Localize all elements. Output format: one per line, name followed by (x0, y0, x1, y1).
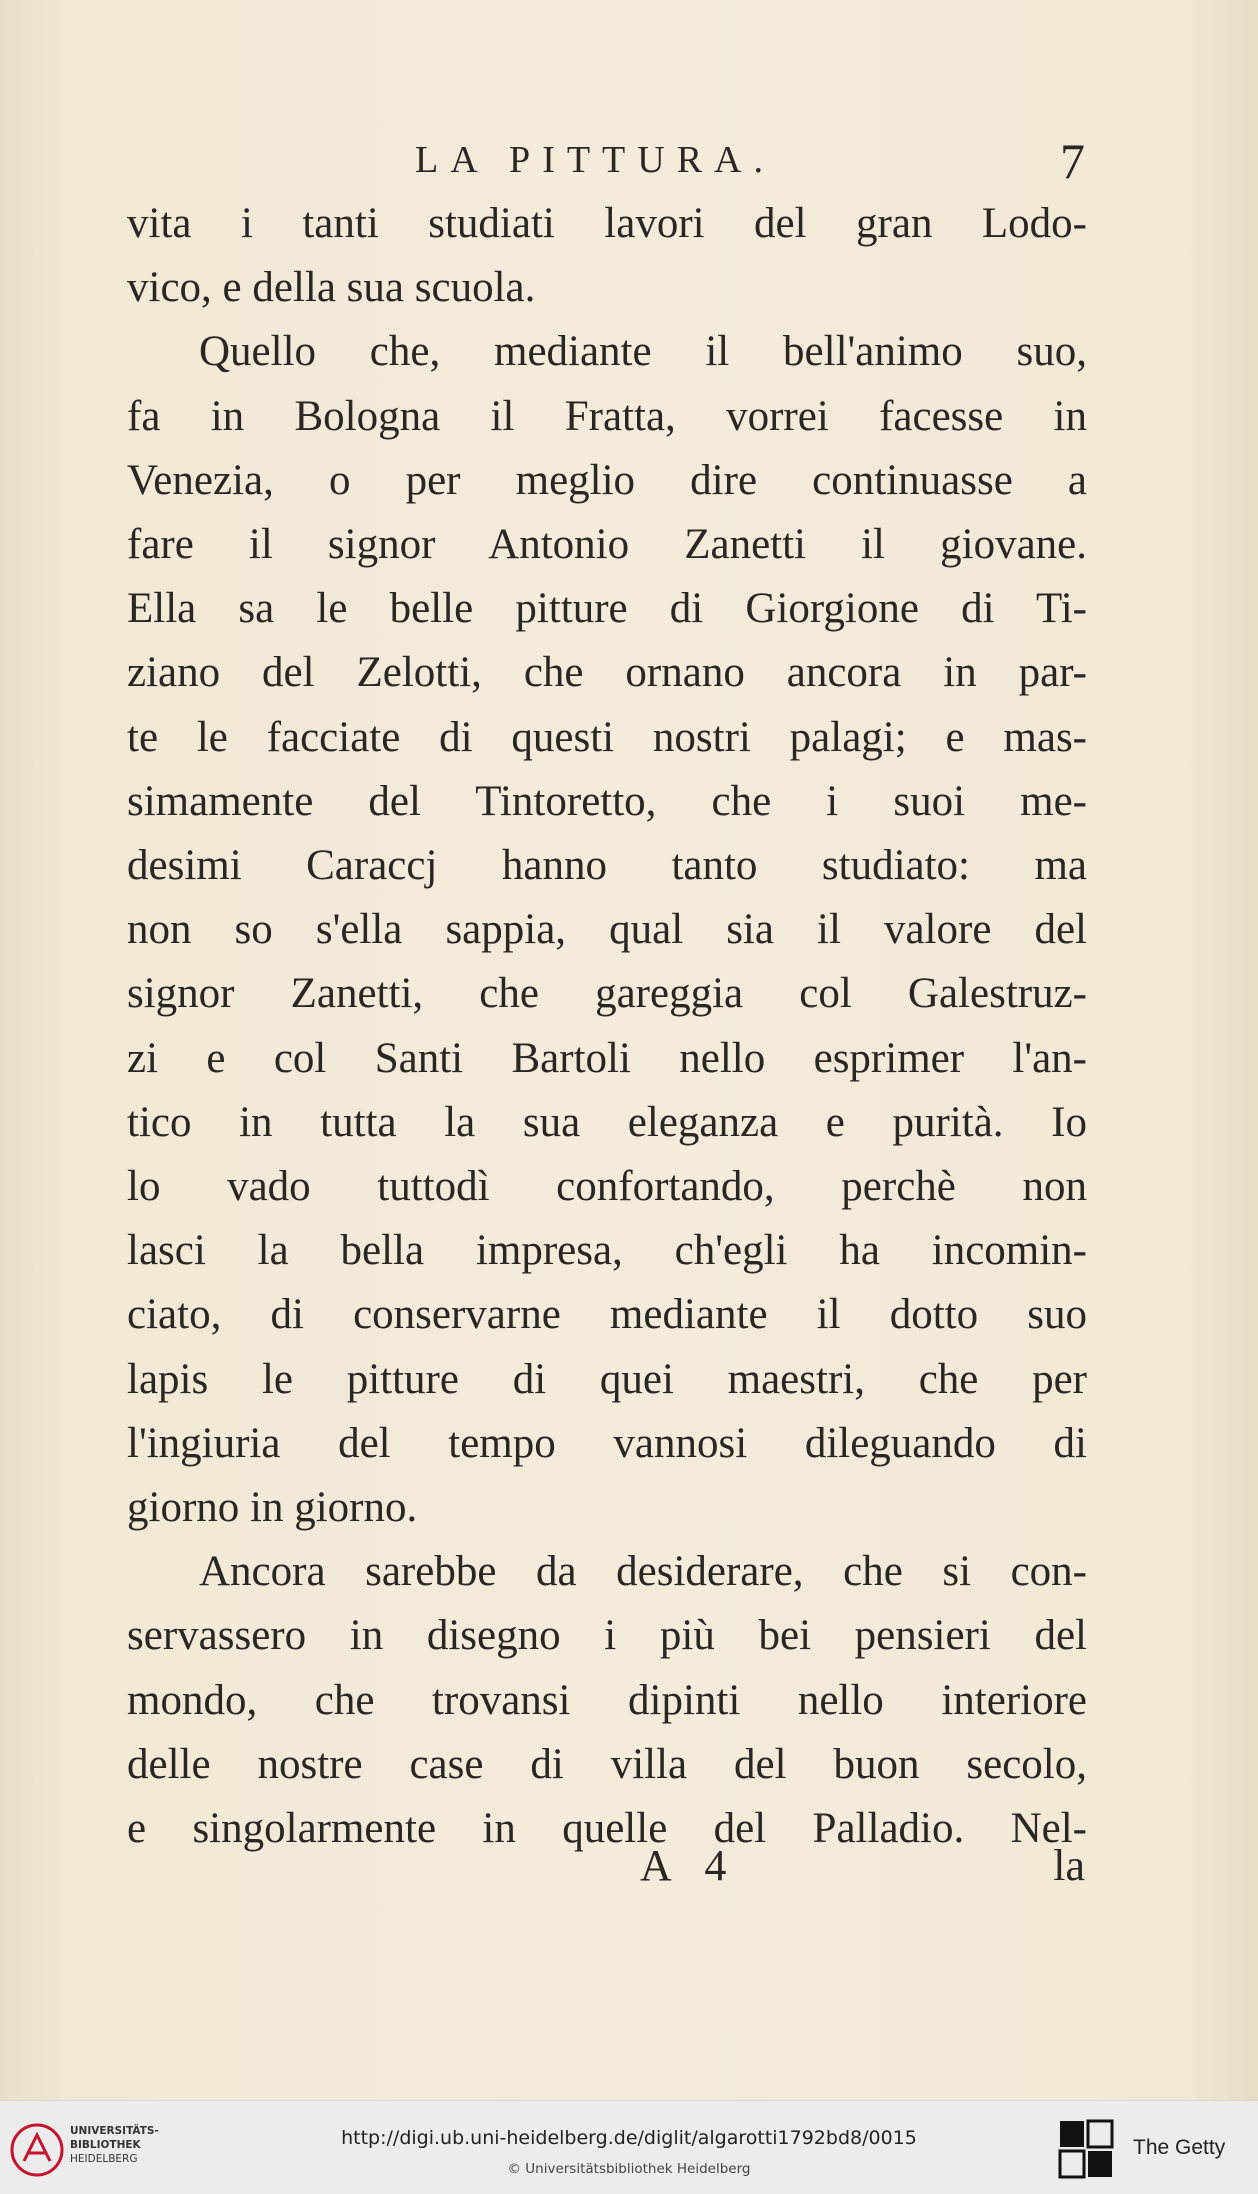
text-line: mondo, che trovansi dipinti nello interiore (127, 1676, 1087, 1724)
text-line: vita i tanti studiati lavori del gran Lodo- (127, 200, 1087, 247)
text-line: e singolarmente in quelle del Palladio. Nel- (127, 1805, 1087, 1853)
body-text (127, 192, 1087, 1861)
signature-mark: A 4 (640, 1841, 739, 1890)
viewer-footer (0, 2100, 1258, 2194)
signature-row (135, 1840, 1085, 1900)
text-line: lapis le pitture di quei maestri, che per (127, 1355, 1087, 1403)
partner-name: The Getty (1133, 2136, 1226, 2159)
text-line: vico, e della sua scuola. (127, 264, 536, 312)
text-line: l'ingiuria del tempo vannosi dileguando di (127, 1419, 1087, 1467)
text-line: desimi Caraccj hanno tanto studiato: ma (127, 842, 1087, 890)
text-line: Ella sa le belle pitture di Giorgione di Ti- (127, 585, 1087, 633)
text-line: fa in Bologna il Fratta, vorrei facesse in (127, 392, 1087, 440)
text-line: Venezia, o per meglio dire continuasse a (127, 456, 1087, 504)
text-line: delle nostre case di villa del buon secolo, (127, 1740, 1087, 1788)
text-line: signor Zanetti, che gareggia col Galestruz- (127, 970, 1087, 1018)
permalink-url[interactable]: http://digi.ub.uni-heidelberg.de/diglit/algarotti1792bd8/0015 (341, 2127, 917, 2149)
library-name-line: UNIVERSITÄTS- (70, 2125, 159, 2137)
text-line: giorno in giorno. (127, 1484, 418, 1532)
text-line: tico in tutta la sua eleganza e purità. Io (127, 1098, 1087, 1146)
library-name-line: BIBLIOTHEK (70, 2139, 141, 2151)
text-line: fare il signor Antonio Zanetti il giovane. (127, 521, 1087, 569)
text-line: Ancora sarebbe da desiderare, che si con- (199, 1548, 1087, 1596)
text-line: lo vado tuttodì confortando, perchè non (127, 1163, 1087, 1211)
text-line: servassero in disegno i più bei pensieri del (127, 1612, 1087, 1660)
running-head (135, 133, 1085, 198)
library-name-line: HEIDELBERG (70, 2153, 138, 2165)
text-line: ziano del Zelotti, che ornano ancora in par- (127, 649, 1087, 697)
running-title: LA PITTURA. (415, 139, 775, 181)
text-line: lasci la bella impresa, ch'egli ha incomin- (127, 1227, 1087, 1275)
text-line: simamente del Tintoretto, che i suoi me- (127, 777, 1087, 825)
text-line: Quello che, mediante il bell'animo suo, (199, 328, 1087, 376)
copyright-notice: © Universitätsbibliothek Heidelberg (507, 2161, 751, 2177)
text-line: te le facciate di questi nostri palagi; e mas- (127, 713, 1087, 761)
text-line: zi e col Santi Bartoli nello esprimer l'an- (127, 1034, 1087, 1082)
catchword: la (1053, 1841, 1085, 1890)
text-line: non so s'ella sappia, qual sia il valore del (127, 906, 1087, 954)
getty-logo-icon (1058, 2119, 1114, 2179)
page-number: 7 (1060, 133, 1085, 189)
text-line: ciato, di conservarne mediante il dotto suo (127, 1291, 1087, 1339)
